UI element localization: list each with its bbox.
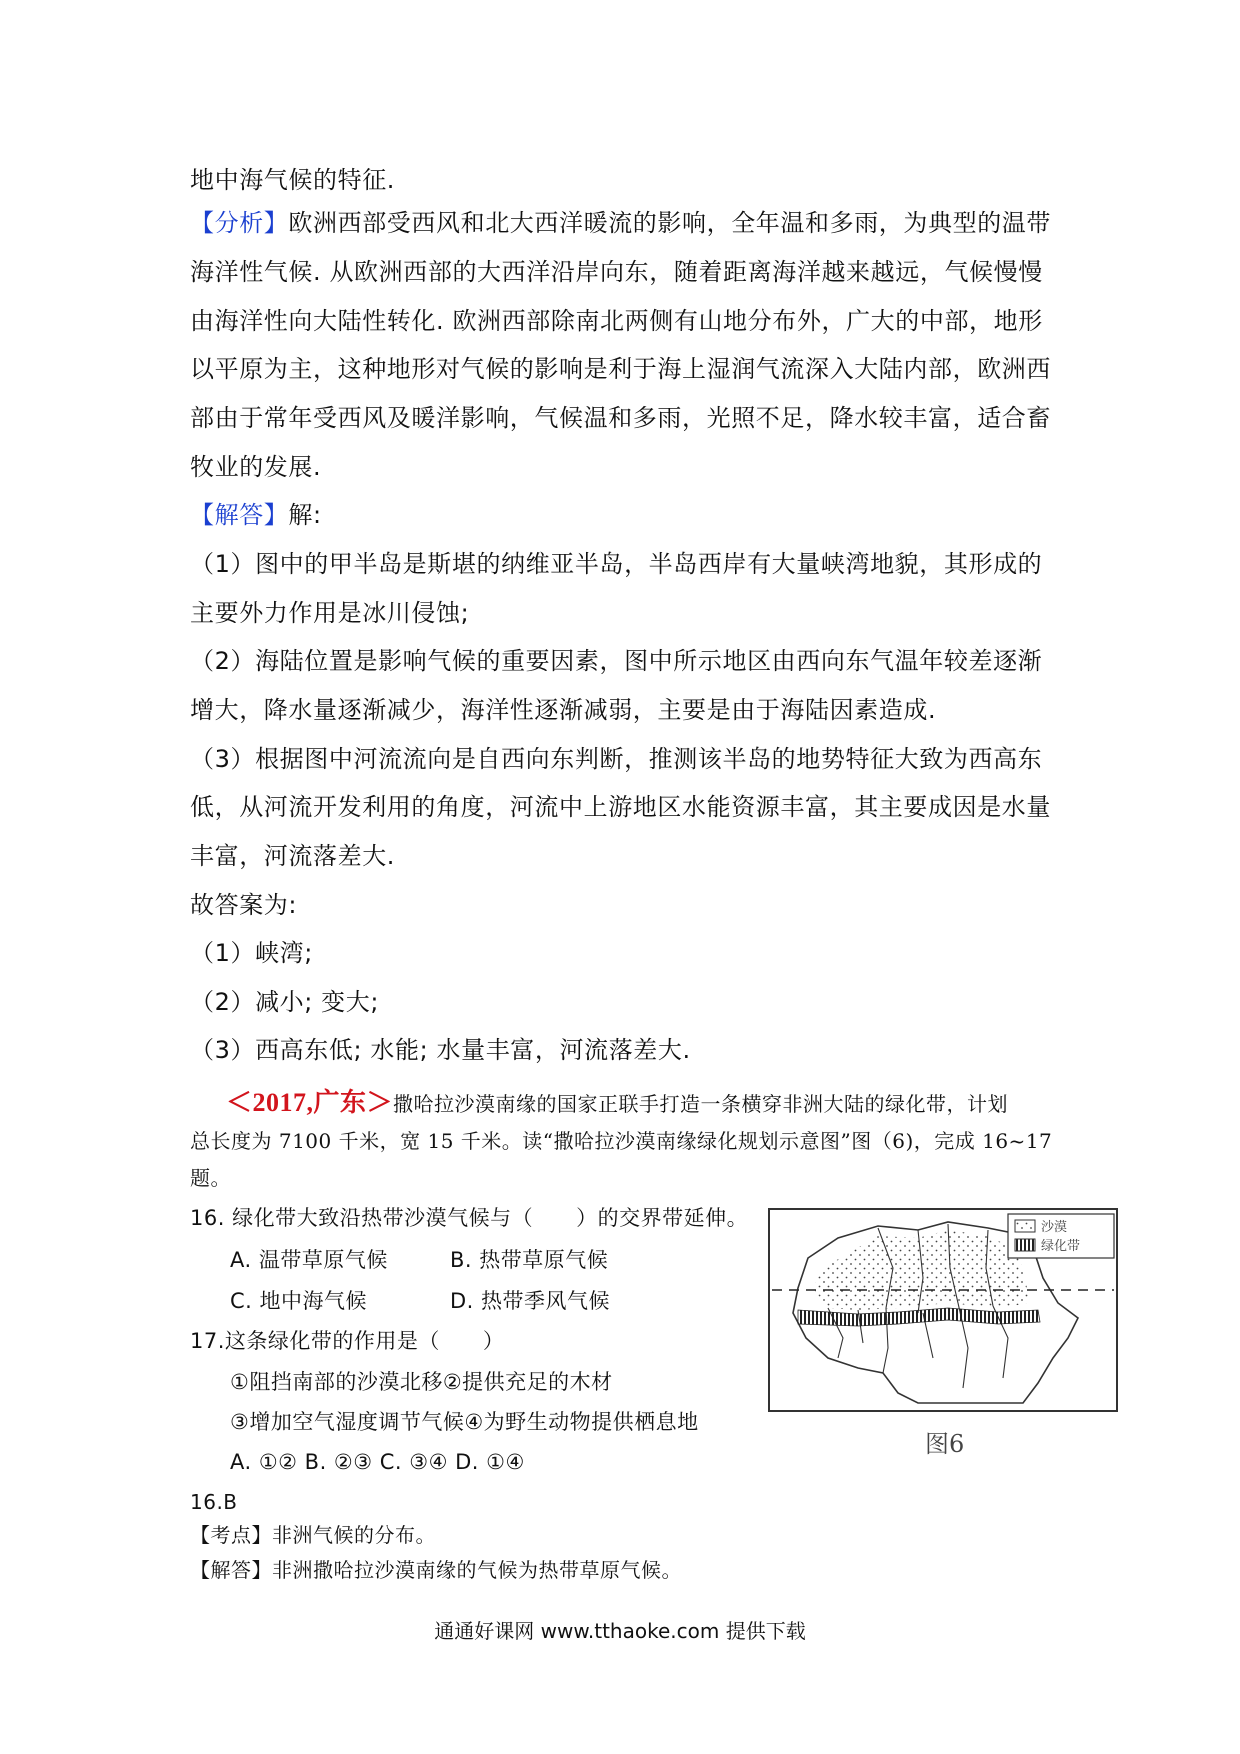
question-intro-line2: 总长度为 7100 千米，宽 15 千米。读“撒哈拉沙漠南缘绿化规划示意图”图（6)，完成 16~17 (190, 1129, 1053, 1153)
analysis-line: 【分析】欧洲西部受西风和北大西洋暖流的影响，全年温和多雨，为典型的温带 (190, 209, 1052, 237)
q16-option-d: D. 热带季风气候 (450, 1289, 611, 1313)
text-line: （3）根据图中河流流向是自西向东判断，推测该半岛的地势特征大致为西高东 (190, 745, 1043, 773)
q16-option-c: C. 地中海气候 (230, 1289, 368, 1313)
q16-option-b: B. 热带草原气候 (450, 1248, 609, 1272)
legend-desert-swatch (1015, 1220, 1035, 1232)
text-line: 故答案为: (190, 891, 298, 919)
page-footer: 通通好课网 www.tthaoke.com 提供下载 (434, 1619, 806, 1643)
solution-tag: 【解答】 (190, 501, 289, 529)
text-line: （1）图中的甲半岛是斯堪的纳维亚半岛，半岛西岸有大量峡湾地貌，其形成的 (190, 550, 1043, 578)
figure-caption: 图6 (925, 1430, 965, 1458)
text-line: 牧业的发展. (190, 453, 322, 481)
text-line: 以平原为主，这种地形对气候的影响是利于海上湿润气流深入大陆内部，欧洲西 (190, 355, 1051, 383)
text-line: 主要外力作用是冰川侵蚀; (190, 599, 470, 627)
text-line: （2）海陆位置是影响气候的重要因素，图中所示地区由西向东气温年较差逐渐 (190, 647, 1043, 675)
q17-options: A. ①② B. ②③ C. ③④ D. ①④ (230, 1450, 525, 1474)
text-line: 海洋性气候. 从欧洲西部的大西洋沿岸向东，随着距离海洋越来越远，气候慢慢 (190, 258, 1043, 286)
question-intro-line3: 题。 (190, 1166, 231, 1190)
solution-line: 【解答】解: (190, 501, 322, 529)
text-line: （1）峡湾; (190, 939, 313, 967)
answer-kaodian: 【考点】非洲气候的分布。 (190, 1523, 436, 1547)
legend-greenbelt-label: 绿化带 (1041, 1239, 1081, 1254)
answer-key: 16.B (190, 1490, 238, 1514)
q17-item1: ①阻挡南部的沙漠北移②提供充足的木材 (230, 1370, 613, 1394)
q17-item2: ③增加空气湿度调节气候④为野生动物提供栖息地 (230, 1410, 699, 1434)
africa-greenbelt-map (768, 1208, 1118, 1412)
answer-jieda: 【解答】非洲撒哈拉沙漠南缘的气候为热带草原气候。 (190, 1558, 682, 1582)
text-line: 地中海气候的特征. (190, 166, 396, 194)
text-line: 增大，降水量逐渐减少，海洋性逐渐减弱，主要是由于海陆因素造成. (190, 696, 937, 724)
text-line: 由海洋性向大陆性转化. 欧洲西部除南北两侧有山地分布外，广大的中部，地形 (190, 307, 1043, 335)
text-line: 低，从河流开发利用的角度，河流中上游地区水能资源丰富，其主要成因是水量 (190, 793, 1051, 821)
legend-greenbelt-swatch (1015, 1239, 1035, 1251)
question-intro-line1: ＜2017,广东＞撒哈拉沙漠南缘的国家正联手打造一条横穿非洲大陆的绿化带，计划 (226, 1088, 1009, 1117)
question-source: ＜2017,广东＞ (226, 1088, 394, 1117)
q17-stem: 17.这条绿化带的作用是（ ） (190, 1329, 505, 1353)
text-line: 丰富，河流落差大. (190, 842, 396, 870)
q16-option-a: A. 温带草原气候 (230, 1248, 388, 1272)
text-line: （3）西高东低; 水能; 水量丰富，河流落差大. (190, 1036, 691, 1064)
text-line: （2）减小; 变大; (190, 988, 380, 1016)
text-line: 部由于常年受西风及暖洋影响，气候温和多雨，光照不足，降水较丰富，适合畜 (190, 404, 1051, 432)
q16-stem: 16. 绿化带大致沿热带沙漠气候与（ ）的交界带延伸。 (190, 1206, 749, 1230)
analysis-tag: 【分析】 (190, 209, 289, 237)
legend-desert-label: 沙漠 (1041, 1220, 1068, 1235)
